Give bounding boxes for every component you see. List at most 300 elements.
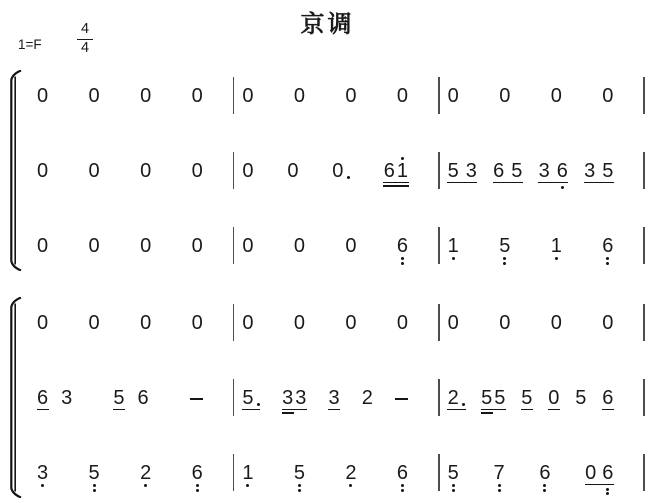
note-group bbox=[448, 388, 466, 408]
octave-down-dot bbox=[503, 257, 506, 260]
note-group bbox=[294, 463, 305, 483]
note-digit: 6 bbox=[493, 159, 505, 182]
note bbox=[602, 236, 613, 256]
note bbox=[242, 313, 253, 333]
note bbox=[397, 86, 408, 106]
note-digit: 0 bbox=[191, 84, 203, 107]
note-digit: 2 bbox=[447, 386, 459, 409]
note bbox=[37, 463, 48, 483]
measure bbox=[440, 313, 644, 333]
octave-down-dot bbox=[561, 186, 564, 189]
note-digit: 5 bbox=[481, 386, 493, 409]
beam-underline bbox=[538, 182, 568, 184]
note-digit: 0 bbox=[37, 311, 49, 334]
note bbox=[89, 161, 100, 181]
staff-row bbox=[24, 360, 645, 435]
note-group bbox=[602, 86, 613, 106]
note-digit: 0 bbox=[88, 311, 100, 334]
note bbox=[466, 161, 477, 181]
note-digit: 0 bbox=[293, 84, 305, 107]
octave-down-dot bbox=[452, 489, 455, 492]
octave-down-dot bbox=[196, 489, 199, 492]
measure bbox=[29, 388, 233, 408]
note-digit: 0 bbox=[396, 84, 409, 107]
octave-down-dot bbox=[144, 484, 147, 487]
measure bbox=[234, 236, 438, 256]
note-digit: 6 bbox=[191, 461, 203, 484]
note bbox=[551, 86, 562, 106]
octave-down-dot bbox=[555, 257, 558, 260]
note bbox=[287, 161, 298, 181]
note-digit: 2 bbox=[345, 461, 357, 484]
note bbox=[499, 236, 510, 256]
note-group bbox=[362, 388, 373, 408]
note bbox=[493, 161, 504, 181]
note-digit: 1 bbox=[396, 159, 409, 182]
note-group bbox=[602, 236, 613, 256]
note-group bbox=[539, 161, 568, 181]
note-group bbox=[140, 313, 151, 333]
note-group bbox=[551, 86, 562, 106]
note-digit: 0 bbox=[293, 311, 305, 334]
system bbox=[6, 58, 645, 283]
note-underline bbox=[242, 409, 261, 411]
system-rows bbox=[24, 285, 645, 503]
note-group bbox=[294, 236, 305, 256]
note-digit: 0 bbox=[88, 84, 100, 107]
note-digit: 0 bbox=[242, 84, 254, 107]
octave-down-dot bbox=[93, 484, 96, 487]
note-group bbox=[585, 463, 613, 483]
measure bbox=[234, 86, 438, 106]
note-underline bbox=[37, 409, 49, 411]
note bbox=[548, 388, 559, 408]
note-group bbox=[140, 86, 151, 106]
note-digit: 6 bbox=[556, 159, 568, 182]
note-group bbox=[384, 161, 408, 181]
note-underline bbox=[481, 412, 493, 414]
note-group bbox=[481, 388, 505, 408]
note-digit: 0 bbox=[37, 84, 49, 107]
octave-down-dot bbox=[298, 489, 301, 492]
note-group bbox=[140, 161, 151, 181]
octave-up-dot bbox=[401, 157, 404, 160]
note bbox=[557, 161, 568, 181]
note bbox=[295, 388, 306, 408]
note-digit: 0 bbox=[447, 311, 459, 334]
beam-underline bbox=[493, 182, 523, 184]
note-group bbox=[242, 236, 253, 256]
note-group bbox=[328, 388, 339, 408]
note-digit: 5 bbox=[447, 159, 459, 182]
note-group bbox=[242, 86, 253, 106]
end-barline bbox=[643, 379, 645, 416]
note-digit: 1 bbox=[550, 234, 562, 257]
note bbox=[242, 388, 260, 408]
note-underline bbox=[548, 409, 560, 411]
note-digit: 0 bbox=[88, 234, 100, 257]
note bbox=[294, 86, 305, 106]
end-barline bbox=[643, 77, 645, 114]
note-digit: 0 bbox=[499, 311, 511, 334]
note bbox=[575, 388, 586, 408]
time-signature bbox=[77, 22, 93, 57]
staff-row bbox=[24, 285, 645, 360]
note-group bbox=[242, 388, 260, 408]
octave-down-dot bbox=[41, 484, 44, 487]
note-group bbox=[294, 313, 305, 333]
note-digit: 0 bbox=[242, 159, 254, 182]
note bbox=[551, 236, 562, 256]
note-group bbox=[499, 86, 510, 106]
note-group bbox=[345, 463, 356, 483]
beam-underline bbox=[481, 409, 506, 411]
note-group bbox=[448, 161, 477, 181]
note-digit: 6 bbox=[383, 159, 395, 182]
note bbox=[345, 86, 356, 106]
note-digit: 0 bbox=[191, 234, 203, 257]
note-group bbox=[448, 313, 459, 333]
note-group bbox=[192, 86, 203, 106]
note-digit: 6 bbox=[396, 461, 409, 484]
note bbox=[140, 86, 151, 106]
note-group bbox=[493, 463, 504, 483]
note-digit: 0 bbox=[287, 159, 299, 182]
note-group bbox=[499, 313, 510, 333]
beam-underline bbox=[584, 182, 614, 184]
note-group bbox=[548, 388, 559, 408]
note-digit: 6 bbox=[396, 234, 409, 257]
note-group bbox=[89, 463, 100, 483]
score bbox=[6, 58, 645, 503]
note bbox=[551, 313, 562, 333]
note-digit: 3 bbox=[295, 386, 307, 409]
note-group bbox=[499, 236, 510, 256]
note bbox=[602, 463, 613, 483]
note bbox=[192, 236, 203, 256]
measure bbox=[29, 313, 233, 333]
note bbox=[242, 463, 253, 483]
octave-down-dot bbox=[543, 489, 546, 492]
note bbox=[140, 313, 151, 333]
note-group bbox=[192, 236, 203, 256]
note-digit: 3 bbox=[328, 386, 340, 409]
note bbox=[61, 388, 72, 408]
note-digit: 7 bbox=[493, 461, 505, 484]
note-group bbox=[37, 463, 48, 483]
note-digit: 5 bbox=[511, 159, 523, 182]
augmentation-dot bbox=[462, 403, 465, 406]
note-group bbox=[397, 236, 408, 256]
measure bbox=[440, 388, 644, 408]
octave-down-dot bbox=[196, 484, 199, 487]
octave-down-dot bbox=[606, 257, 609, 260]
note-group bbox=[242, 161, 253, 181]
note-group bbox=[345, 313, 356, 333]
note-group bbox=[602, 388, 613, 408]
system-brace-icon bbox=[7, 70, 24, 271]
note bbox=[345, 313, 356, 333]
note-group bbox=[89, 161, 100, 181]
note bbox=[521, 388, 532, 408]
note-group bbox=[282, 388, 306, 408]
staff-row bbox=[24, 208, 645, 283]
note-digit: 5 bbox=[494, 386, 506, 409]
note bbox=[282, 388, 293, 408]
measure bbox=[234, 388, 438, 408]
note bbox=[499, 86, 510, 106]
note-digit: 0 bbox=[140, 234, 152, 257]
note-group bbox=[551, 313, 562, 333]
system bbox=[6, 285, 645, 503]
note bbox=[89, 463, 100, 483]
note-group bbox=[448, 463, 459, 483]
note-digit: 3 bbox=[538, 159, 550, 182]
staff-row bbox=[24, 133, 645, 208]
note-underline bbox=[521, 409, 533, 411]
note-digit: 3 bbox=[282, 386, 294, 409]
time-denominator: 4 bbox=[80, 40, 90, 57]
staff-row bbox=[24, 435, 645, 503]
note-group bbox=[89, 236, 100, 256]
note-group bbox=[448, 236, 459, 256]
note-digit: 5 bbox=[242, 386, 254, 409]
octave-down-dot bbox=[606, 492, 609, 495]
octave-down-dot bbox=[452, 257, 455, 260]
octave-down-dot bbox=[349, 484, 352, 487]
note bbox=[242, 236, 253, 256]
note-underline bbox=[602, 409, 614, 411]
note bbox=[89, 236, 100, 256]
key-signature: 1=F bbox=[18, 37, 42, 52]
note-digit: 1 bbox=[242, 461, 254, 484]
note-digit: 0 bbox=[242, 234, 254, 257]
octave-down-dot bbox=[401, 489, 404, 492]
octave-down-dot bbox=[498, 484, 501, 487]
note bbox=[345, 236, 356, 256]
end-barline bbox=[643, 152, 645, 189]
staff-row bbox=[24, 58, 645, 133]
octave-down-dot bbox=[606, 488, 609, 491]
note-group bbox=[584, 161, 613, 181]
note-group bbox=[345, 86, 356, 106]
note bbox=[332, 161, 350, 181]
note-digit: 0 bbox=[548, 386, 560, 409]
note bbox=[397, 161, 408, 181]
note-group bbox=[113, 388, 148, 408]
note bbox=[242, 161, 253, 181]
note-group bbox=[37, 86, 48, 106]
note bbox=[493, 463, 504, 483]
note-digit: 6 bbox=[602, 234, 614, 257]
note bbox=[499, 313, 510, 333]
note bbox=[89, 313, 100, 333]
note-digit: 5 bbox=[293, 461, 305, 484]
note-group bbox=[37, 388, 72, 408]
note bbox=[602, 86, 613, 106]
note-digit: 5 bbox=[499, 234, 511, 257]
note-digit: 6 bbox=[602, 461, 614, 484]
note-group bbox=[493, 161, 522, 181]
beam-underline bbox=[282, 409, 307, 411]
note-digit: 0 bbox=[447, 84, 459, 107]
note-underline bbox=[328, 409, 340, 411]
note bbox=[37, 236, 48, 256]
augmentation-dot bbox=[347, 176, 350, 179]
note-digit: 0 bbox=[345, 84, 357, 107]
note-group bbox=[345, 236, 356, 256]
note-group bbox=[575, 388, 586, 408]
octave-down-dot bbox=[401, 484, 404, 487]
note-group bbox=[192, 313, 203, 333]
note-digit: 3 bbox=[37, 461, 49, 484]
note-group bbox=[242, 313, 253, 333]
note bbox=[397, 313, 408, 333]
note bbox=[395, 388, 408, 408]
measure bbox=[440, 236, 644, 256]
note-digit: 0 bbox=[140, 311, 152, 334]
note-digit: 0 bbox=[602, 311, 614, 334]
note-digit: 6 bbox=[137, 386, 149, 409]
note-digit: 0 bbox=[37, 234, 49, 257]
note bbox=[362, 388, 373, 408]
note-digit: 0 bbox=[191, 159, 203, 182]
augmentation-dot bbox=[257, 403, 260, 406]
note-group bbox=[192, 161, 203, 181]
note bbox=[448, 388, 466, 408]
system-bracket bbox=[6, 58, 24, 283]
note-digit: 0 bbox=[242, 311, 254, 334]
note-group bbox=[332, 161, 350, 181]
note bbox=[448, 236, 459, 256]
note-group bbox=[37, 236, 48, 256]
octave-down-dot bbox=[93, 489, 96, 492]
measure bbox=[440, 161, 644, 181]
note-digit: 6 bbox=[539, 461, 551, 484]
measure bbox=[29, 161, 233, 181]
note-digit: 0 bbox=[140, 84, 152, 107]
note bbox=[137, 388, 148, 408]
note bbox=[190, 388, 203, 408]
note-digit: 5 bbox=[521, 386, 533, 409]
note bbox=[448, 86, 459, 106]
octave-down-dot bbox=[606, 262, 609, 265]
note bbox=[294, 236, 305, 256]
note bbox=[511, 161, 522, 181]
note bbox=[448, 313, 459, 333]
note bbox=[294, 313, 305, 333]
octave-down-dot bbox=[246, 484, 249, 487]
note-group bbox=[242, 463, 253, 483]
note-group bbox=[89, 313, 100, 333]
note bbox=[192, 463, 203, 483]
dash-extension-icon bbox=[395, 398, 408, 400]
measure bbox=[440, 463, 644, 483]
note-group bbox=[89, 86, 100, 106]
note-digit: 5 bbox=[447, 461, 459, 484]
octave-down-dot bbox=[498, 489, 501, 492]
dash-extension-icon bbox=[190, 398, 203, 400]
note-group bbox=[37, 161, 48, 181]
note-digit: 2 bbox=[140, 461, 152, 484]
note bbox=[140, 463, 151, 483]
note bbox=[384, 161, 395, 181]
note-group bbox=[397, 463, 408, 483]
note-digit: 6 bbox=[37, 386, 49, 409]
measure bbox=[29, 86, 233, 106]
note-group bbox=[192, 463, 203, 483]
note-group bbox=[397, 86, 408, 106]
beam-underline bbox=[447, 182, 477, 184]
note-group bbox=[521, 388, 532, 408]
note-group bbox=[539, 463, 550, 483]
end-barline bbox=[643, 454, 645, 491]
note-digit: 3 bbox=[465, 159, 477, 182]
note bbox=[37, 388, 48, 408]
note bbox=[584, 161, 595, 181]
note bbox=[37, 86, 48, 106]
octave-down-dot bbox=[298, 484, 301, 487]
note-digit: 0 bbox=[345, 311, 357, 334]
note-underline bbox=[282, 412, 294, 414]
note bbox=[448, 463, 459, 483]
note-group bbox=[287, 161, 298, 181]
note-digit: 0 bbox=[396, 311, 409, 334]
note bbox=[397, 463, 408, 483]
note bbox=[448, 161, 459, 181]
note-group bbox=[602, 313, 613, 333]
note-group bbox=[395, 388, 408, 408]
note-digit: 0 bbox=[550, 311, 562, 334]
measure bbox=[234, 463, 438, 483]
octave-down-dot bbox=[452, 484, 455, 487]
note bbox=[140, 161, 151, 181]
note bbox=[192, 86, 203, 106]
note-group bbox=[140, 236, 151, 256]
note-digit: 6 bbox=[602, 386, 614, 409]
measure bbox=[29, 236, 233, 256]
note-group bbox=[37, 313, 48, 333]
note-group bbox=[551, 236, 562, 256]
system-brace-icon bbox=[7, 297, 24, 498]
note bbox=[602, 388, 613, 408]
note-digit: 5 bbox=[88, 461, 100, 484]
note bbox=[113, 388, 124, 408]
note-digit: 5 bbox=[113, 386, 125, 409]
note-digit: 0 bbox=[293, 234, 305, 257]
note bbox=[328, 388, 339, 408]
note-digit: 0 bbox=[37, 159, 49, 182]
note-group bbox=[397, 313, 408, 333]
note-digit: 3 bbox=[61, 386, 73, 409]
note-digit: 2 bbox=[361, 386, 373, 409]
note-digit: 0 bbox=[585, 461, 597, 484]
note-group bbox=[294, 86, 305, 106]
time-numerator: 4 bbox=[80, 21, 90, 37]
note-digit: 0 bbox=[332, 159, 344, 182]
note bbox=[602, 313, 613, 333]
measure bbox=[234, 313, 438, 333]
note-group bbox=[140, 463, 151, 483]
octave-down-dot bbox=[401, 262, 404, 265]
note bbox=[494, 388, 505, 408]
measure bbox=[440, 86, 644, 106]
note bbox=[345, 463, 356, 483]
note-digit: 0 bbox=[88, 159, 100, 182]
note bbox=[192, 161, 203, 181]
note-underline bbox=[447, 409, 466, 411]
note-group bbox=[190, 388, 203, 408]
